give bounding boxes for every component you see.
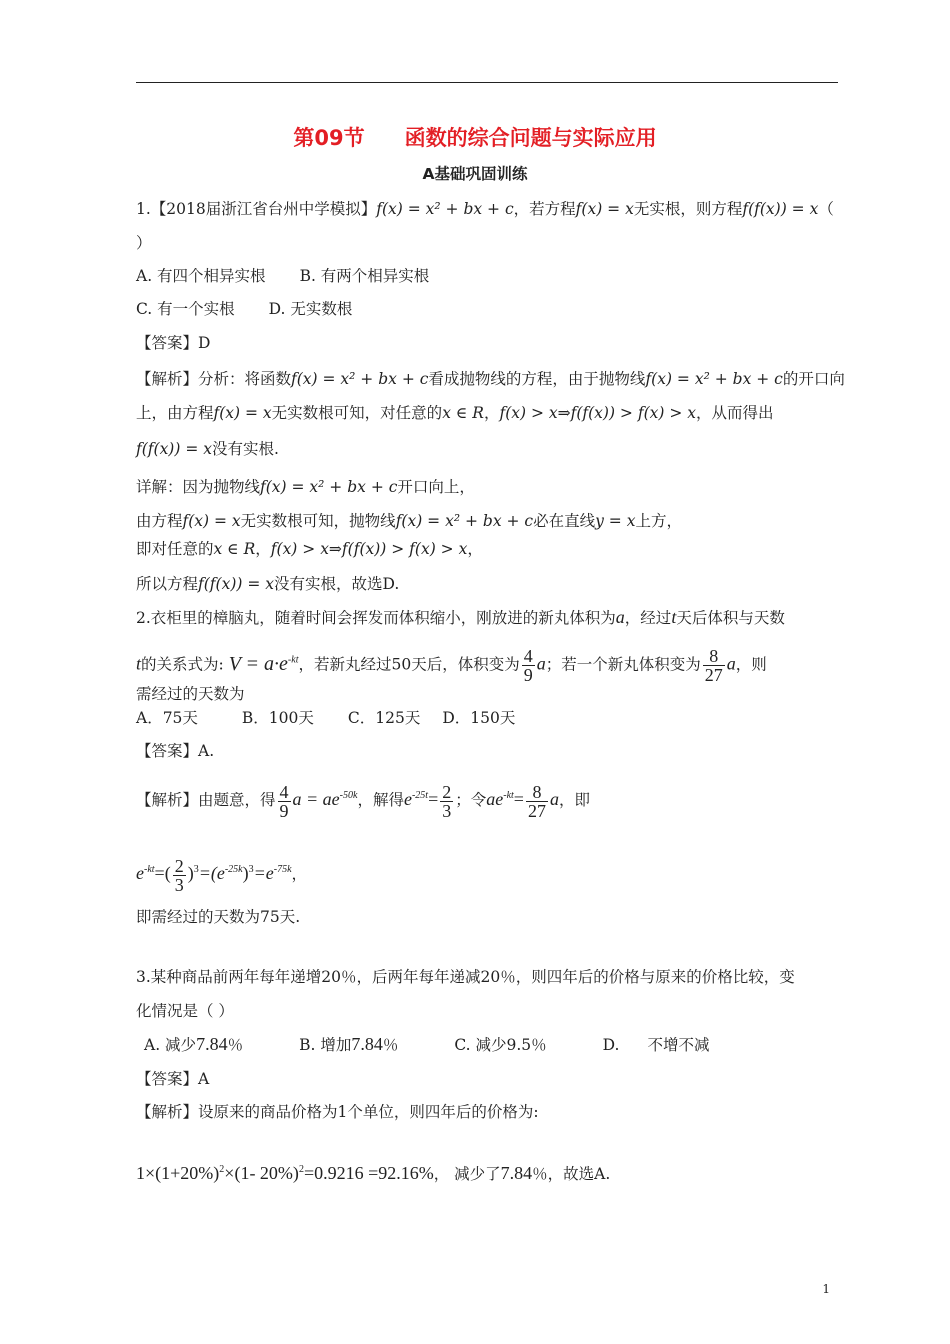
q1-analysis-line2: 上，由方程f(x) = x无实数根可知，对任意的x ∈ R，f(x) > x⇒f(f(x)) > f(x) > x，从而得出: [136, 404, 774, 422]
q3-stem-line1: 3.某种商品前两年每年递增20％，后两年每年递减20％，则四年后的价格与原来的价格比较，变: [136, 968, 795, 986]
section-number: 第09节: [293, 126, 365, 150]
q3-equation: $1\times(1+20\%)^2\times(1-$ 20%)$^2$=0.9216 =92.16%: [136, 1163, 434, 1183]
q1-option-b: B. 有两个相异实根: [299, 267, 430, 285]
q3-option-d: D. 不增不减: [602, 1036, 710, 1054]
q3-stem-line2: 化情况是（ ）: [136, 1002, 234, 1020]
q2-option-c: C．125天: [347, 709, 421, 727]
q2-formula: $V = a\cdot e^{-kt}$: [228, 652, 299, 675]
section-name: 函数的综合问题与实际应用: [404, 126, 657, 150]
q2-solution-line2: $e^{-kt}=$( $\frac{2}{3}$ )$^3=(e^{-25k})^3=e^{-75k}$，: [136, 855, 308, 895]
q3-option-a: A. 减少7.84％: [144, 1034, 244, 1054]
q1-analysis-line1: 【解析】分析：将函数f(x) = x² + bx + c看成抛物线的方程，由于抛物线f(x) = x² + bx + c的开口向: [136, 370, 845, 388]
fraction-4-9: $\frac{4}{9}$: [523, 646, 533, 686]
q3-solution-line1: 【解析】设原来的商品价格为1个单位，则四年后的价格为:: [136, 1103, 539, 1121]
q1-detail-line4: 所以方程f(f(x)) = x没有实根，故选D.: [136, 575, 400, 593]
fraction-8-27: $\frac{8}{27}$: [704, 646, 723, 686]
q1-analysis-line3: f(f(x)) = x没有实根.: [136, 440, 279, 458]
q2-stem-line2: t的关系式为: $V = a\cdot e^{-kt}$，若新丸经过50天后，体积变为 $\frac{4}{9}$ a；若一个新丸体积变为 $\frac{8}{27}$ a，则: [136, 646, 767, 686]
q2-option-a: A．75天: [136, 709, 198, 727]
q1-stem: 1.【2018届浙江省台州中学模拟】f(x) = x² + bx + c，若方程f(x) = x无实根，则方程f(f(x)) = x（: [136, 200, 834, 218]
section-title: [0, 122, 950, 152]
q3-solution-line2: $1\times(1+20\%)^2\times(1-$ 20%)$^2$=0.9216 =92.16%， 减少了7.84％，故选A.: [136, 1163, 611, 1183]
q3-answer: 【答案】A: [136, 1070, 210, 1088]
q2-option-b: B．100天: [241, 709, 314, 727]
q1-detail-line1: 详解：因为抛物线f(x) = x² + bx + c开口向上，: [136, 478, 475, 496]
page-number: 1: [822, 1282, 830, 1296]
header-rule: [136, 82, 838, 83]
q1-option-c: C. 有一个实根: [136, 300, 235, 318]
q3-option-b: B. 增加7.84％: [299, 1034, 399, 1054]
q2-stem-line3: 需经过的天数为: [136, 685, 245, 703]
q3-option-c: C. 减少9.5％: [454, 1036, 547, 1054]
q1-options-row1: [136, 265, 429, 287]
q2-stem-line1: 2.衣柜里的樟脑丸，随着时间会挥发而体积缩小，刚放进的新丸体积为a，经过t天后体积与天数: [136, 607, 785, 627]
q1-stem-end: ）: [136, 234, 152, 252]
q1-option-d: D. 无实数根: [268, 300, 353, 318]
q1-detail-line2: 由方程f(x) = x无实数根可知，抛物线f(x) = x² + bx + c必在直线y = x上方，: [136, 512, 682, 530]
q2-solution-line1: 【解析】由题意，得 $\frac{4}{9}$ $a = ae^{-50k}$，解得$e^{-25t}=$ $\frac{2}{3}$ ；令$ae^{-kt}=$ $\frac{8}{27}$ a，即: [136, 781, 590, 821]
q2-options: [136, 707, 515, 729]
q1-answer: 【答案】D: [136, 334, 211, 352]
subtitle: A基础巩固训练: [422, 165, 528, 183]
q1-detail-line3: 即对任意的x ∈ R，f(x) > x⇒f(f(x)) > f(x) > x，: [136, 540, 483, 558]
q1-option-a: A. 有四个相异实根: [136, 267, 266, 285]
q2-conclusion: 即需经过的天数为75天.: [136, 908, 301, 926]
q1-options-row2: [136, 298, 352, 320]
q3-options: [136, 1033, 709, 1056]
q2-answer: 【答案】A.: [136, 742, 215, 760]
q2-option-d: D．150天: [442, 709, 516, 727]
